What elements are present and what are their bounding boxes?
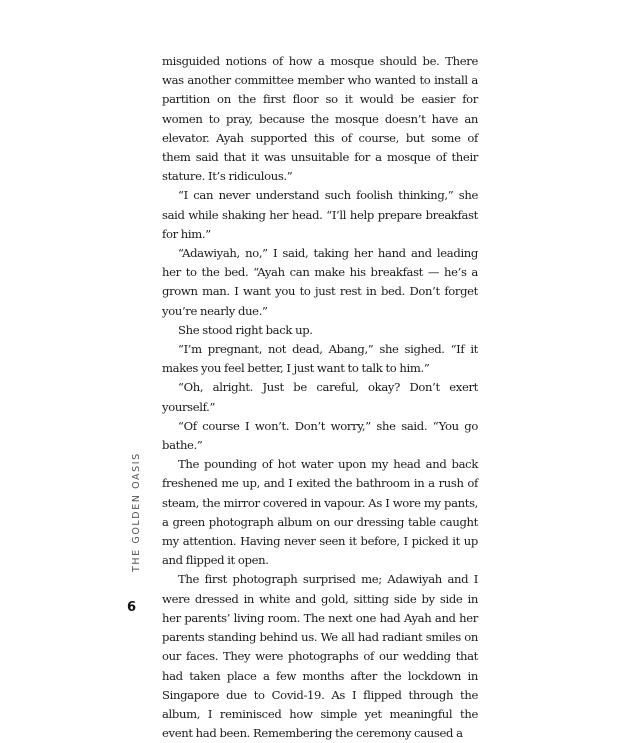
- paragraph: She stood right back up.: [178, 322, 313, 337]
- paragraph: “Oh, alright. Just be careful, okay? Don’t exert yourself.”: [162, 380, 478, 414]
- paragraph-continued: misguided notions of how a mosque should be. There was another committee member who wanted to install a partition on the first floor so it would be easier for women to pray, because the mosque doesn’t have an elevator. Ayah supported this of course, but some of them said that it was unsuitable for a mosque of their stature. It’s ridiculous.”: [162, 54, 478, 184]
- paragraph: The first photograph surprised me; Adawiyah and I were dressed in white and gold, sitting side by side in her parents’ living room. The next one had Ayah and her parents standing behind us. We all had radiant smiles on our faces. They were photographs of our wedding that had taken place a few months after the lockdown in Singapore due to Covid-19. As I flipped through the album, I reminisced how simple yet meaningful the event had been. Remembering the ceremony caused a: [162, 572, 478, 741]
- running-head: THE GOLDEN OASIS: [131, 452, 142, 572]
- paragraph: “Of course I won’t. Don’t worry,” she said. “You go bathe.”: [162, 418, 478, 453]
- paragraph: The pounding of hot water upon my head and back freshened me up, and I exited the bathroom in a rush of steam, the mirror covered in vapour. As I wore my pants, a green photograph album on our dressing table caught my attention. Having never seen it before, I picked it up and flipped it open.: [162, 457, 478, 568]
- paragraph: “Adawiyah, no,” I said, taking her hand and leading her to the bed. “Ayah can make his breakfast — he’s a grown man. I want you to just rest in bed. Don’t forget you’re nearly due.”: [162, 246, 478, 318]
- paragraph: “I’m pregnant, not dead, Abang,” she sighed. “If it makes you feel better, I just want to talk to him.”: [162, 342, 478, 376]
- paragraph: “I can never understand such foolish thinking,” she said while shaking her head. “I’ll help prepare breakfast for him.”: [162, 188, 478, 241]
- page-number: 6: [127, 600, 137, 615]
- body-text: [162, 52, 478, 743]
